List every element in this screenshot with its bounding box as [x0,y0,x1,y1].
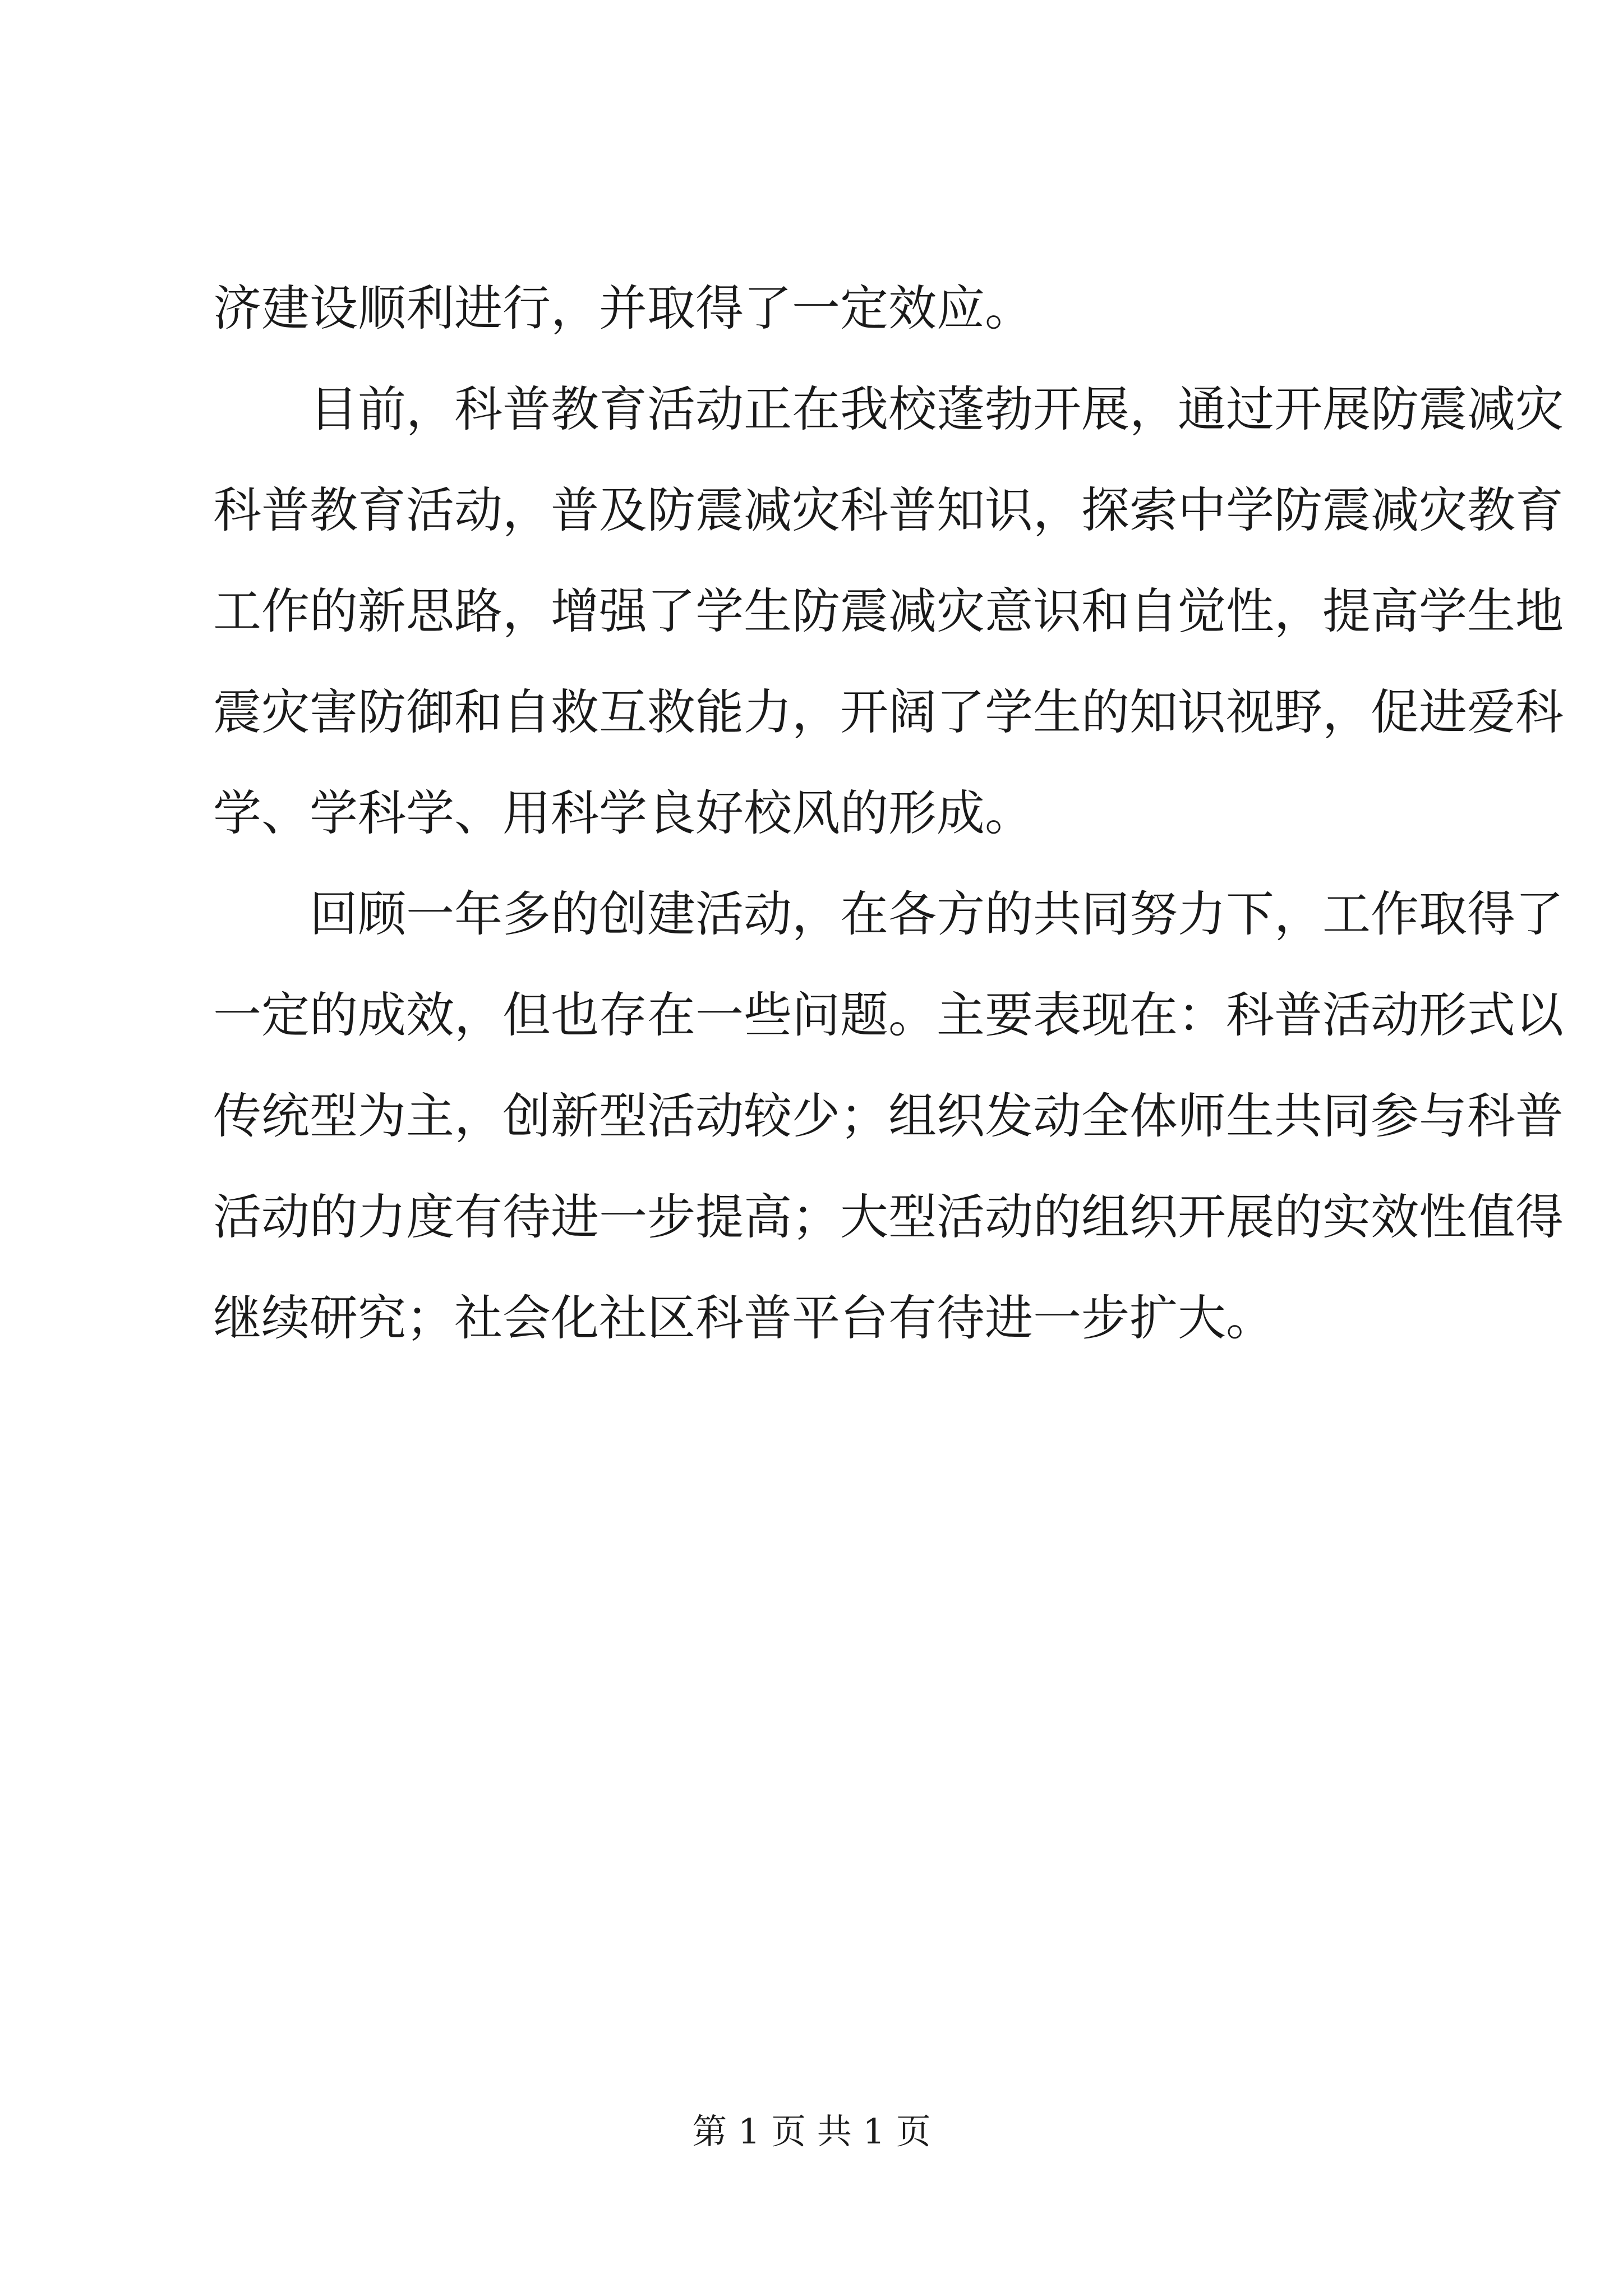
paragraph-2-line-3: 工作的新思路，增强了学生防震减灾意识和自觉性，提高学生地 [213,583,1564,639]
paragraph-2-line-5: 学、学科学、用科学良好校风的形成。 [213,785,1033,841]
page-number-footer: 第 1 页 共 1 页 [692,2111,931,2152]
paragraph-2-line-4: 震灾害防御和自救互救能力，开阔了学生的知识视野，促进爱科 [213,684,1564,740]
paragraph-3-line-4: 活动的力度有待进一步提高；大型活动的组织开展的实效性值得 [213,1189,1564,1245]
paragraph-2-line-2: 科普教育活动，普及防震减灾科普知识，探索中学防震减灾教育 [213,482,1564,539]
document-body [213,258,1564,1369]
paragraph-3-line-5: 继续研究；社会化社区科普平台有待进一步扩大。 [213,1290,1274,1346]
paragraph-3-line-2: 一定的成效，但也存在一些问题。主要表现在：科普活动形式以 [213,987,1564,1043]
paragraph-3-line-1: 回顾一年多的创建活动，在各方的共同努力下，工作取得了 [310,886,1564,942]
paragraph-1-line-1: 济建设顺利进行，并取得了一定效应。 [213,280,1033,337]
paragraph-3-line-3: 传统型为主，创新型活动较少；组织发动全体师生共同参与科普 [213,1088,1564,1144]
paragraph-2-line-1: 目前，科普教育活动正在我校蓬勃开展，通过开展防震减灾 [310,381,1564,438]
